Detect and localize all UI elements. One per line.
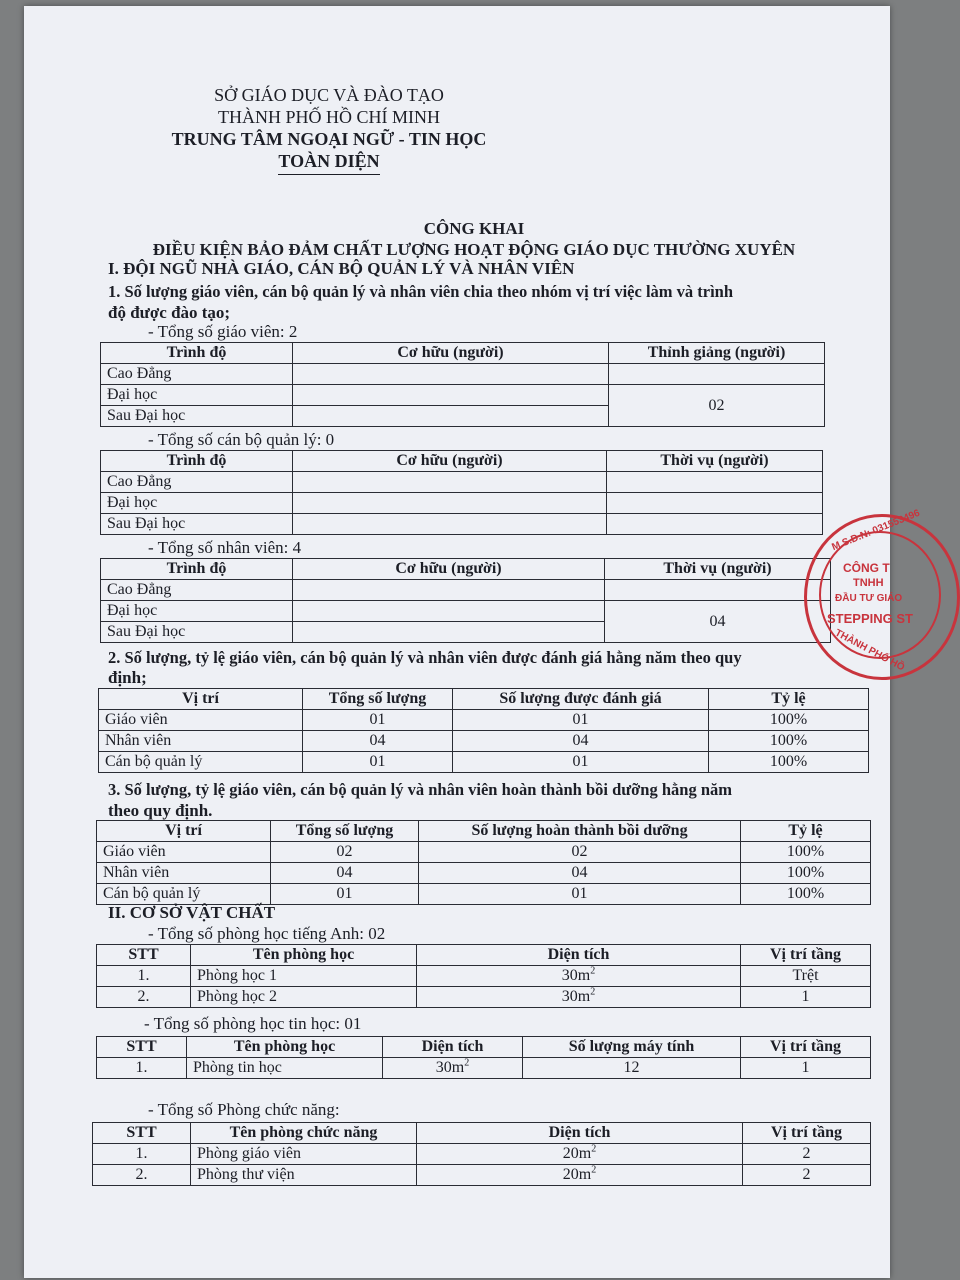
cell: 02: [271, 842, 419, 863]
table-header-row: [101, 343, 825, 364]
it-rooms-table: [96, 1036, 871, 1079]
cell: Phòng học 1: [191, 966, 417, 987]
table-row: [97, 863, 871, 884]
row-label: Sau Đại học: [101, 622, 293, 643]
cell: 2: [743, 1144, 871, 1165]
letterhead: [164, 84, 494, 175]
cell: 100%: [741, 842, 871, 863]
cell: 1: [741, 987, 871, 1008]
table-row: [99, 731, 869, 752]
teachers-total: - Tổng số giáo viên: 2: [148, 322, 298, 341]
area-cell: [417, 987, 741, 1008]
row-label: Sau Đại học: [101, 406, 293, 427]
visiting-count: 02: [609, 385, 825, 427]
area-unit-sup: 2: [464, 1057, 470, 1069]
seal-line-4: STEPPING ST: [827, 611, 913, 626]
table-header-row: [97, 821, 871, 842]
item2-line2: định;: [108, 668, 147, 687]
managers-table: [100, 450, 823, 535]
header-cell: Tổng số lượng: [271, 821, 419, 842]
cell: 1.: [93, 1144, 191, 1165]
title-line-2: ĐIỀU KIỆN BẢO ĐẢM CHẤT LƯỢNG HOẠT ĐỘNG GIÁO DỤC THƯỜNG XUYÊN: [152, 240, 796, 259]
area-cell: [417, 1144, 743, 1165]
header-cell: Thời vụ (người): [605, 559, 831, 580]
cell: 2.: [97, 987, 191, 1008]
cell: Cán bộ quản lý: [97, 884, 271, 905]
header-cell: Số lượng được đánh giá: [453, 689, 709, 710]
table-header-row: [97, 945, 871, 966]
city-name: THÀNH PHỐ HỒ CHÍ MINH: [218, 107, 440, 127]
center-name-2: TOÀN DIỆN: [278, 150, 379, 175]
header-cell: Số lượng máy tính: [523, 1037, 741, 1058]
cell: 04: [303, 731, 453, 752]
area-cell: [417, 1165, 743, 1186]
table-row: [99, 752, 869, 773]
seal-line-1: CÔNG T: [843, 561, 890, 575]
cell: Trệt: [741, 966, 871, 987]
document-title: [104, 218, 844, 260]
cell: 100%: [709, 752, 869, 773]
row-label: Đại học: [101, 493, 293, 514]
seal-line-3: ĐẦU TƯ GIÁO: [835, 593, 903, 604]
header-cell: Tên phòng học: [191, 945, 417, 966]
row-label: Đại học: [101, 601, 293, 622]
company-seal: [804, 507, 960, 680]
header-cell: STT: [97, 945, 191, 966]
table-row: [93, 1144, 871, 1165]
header-cell: STT: [97, 1037, 187, 1058]
cell: 1.: [97, 1058, 187, 1079]
header-cell: Tỷ lệ: [709, 689, 869, 710]
seasonal-count: 04: [605, 601, 831, 643]
document-page: [24, 6, 922, 1278]
header-cell: Vị trí: [99, 689, 303, 710]
area-value: 20m: [562, 1166, 592, 1183]
cell: Nhân viên: [97, 863, 271, 884]
row-label: Đại học: [101, 385, 293, 406]
table-row: [101, 385, 825, 406]
evaluation-table: [98, 688, 869, 773]
area-unit-sup: 2: [591, 1143, 597, 1155]
header-cell: STT: [93, 1123, 191, 1144]
seal-tax-code: M.S.D.N: 031553496: [830, 507, 922, 554]
header-cell: Cơ hữu (người): [293, 559, 605, 580]
cell: Nhân viên: [99, 731, 303, 752]
functional-rooms-total: - Tổng số Phòng chức năng:: [148, 1100, 340, 1119]
table-row: [97, 842, 871, 863]
row-label: Cao Đẳng: [101, 580, 293, 601]
header-cell: Tên phòng học: [187, 1037, 383, 1058]
table-row: [99, 710, 869, 731]
cell: 2: [743, 1165, 871, 1186]
cell: 01: [303, 752, 453, 773]
item1-line2: độ được đào tạo;: [108, 303, 231, 322]
item3-line2: theo quy định.: [108, 801, 213, 820]
cell: Phòng tin học: [187, 1058, 383, 1079]
area-cell: [417, 966, 741, 987]
table-row: [101, 493, 823, 514]
header-cell: Trình độ: [101, 559, 293, 580]
table-header-row: [101, 451, 823, 472]
header-cell: Tên phòng chức năng: [191, 1123, 417, 1144]
table-header-row: [97, 1037, 871, 1058]
cell: Phòng thư viện: [191, 1165, 417, 1186]
table-row: [97, 987, 871, 1008]
row-label: Cao Đẳng: [101, 364, 293, 385]
header-cell: Diện tích: [417, 945, 741, 966]
cell: 01: [303, 710, 453, 731]
header-cell: Cơ hữu (người): [293, 343, 609, 364]
header-cell: Số lượng hoàn thành bồi dưỡng: [419, 821, 741, 842]
table-row: [97, 966, 871, 987]
header-cell: Trình độ: [101, 343, 293, 364]
area-value: 30m: [435, 1059, 465, 1076]
header-cell: Tỷ lệ: [741, 821, 871, 842]
area-unit-sup: 2: [590, 965, 596, 977]
cell: 04: [453, 731, 709, 752]
item1-line1: 1. Số lượng giáo viên, cán bộ quản lý và nhân viên chia theo nhóm vị trí việc làm và trình: [108, 282, 734, 301]
it-rooms-total: - Tổng số phòng học tin học: 01: [144, 1014, 362, 1033]
cell: 100%: [709, 731, 869, 752]
seal-city: THÀNH PHỐ HỒ: [832, 627, 907, 674]
row-label: Sau Đại học: [101, 514, 293, 535]
area-value: 30m: [561, 967, 591, 984]
cell: 100%: [709, 710, 869, 731]
staff-total: - Tổng số nhân viên: 4: [148, 538, 302, 557]
header-cell: Diện tích: [417, 1123, 743, 1144]
training-table: [96, 820, 871, 905]
header-cell: Vị trí tầng: [741, 945, 871, 966]
center-name: TRUNG TÂM NGOẠI NGỮ - TIN HỌC: [171, 129, 487, 149]
table-row: [101, 472, 823, 493]
area-value: 30m: [561, 988, 591, 1005]
teachers-table: [100, 342, 825, 427]
cell: 1.: [97, 966, 191, 987]
header-cell: Cơ hữu (người): [293, 451, 607, 472]
table-header-row: [99, 689, 869, 710]
table-row: [93, 1165, 871, 1186]
cell: 01: [453, 710, 709, 731]
table-row: [101, 580, 831, 601]
header-cell: Vị trí tầng: [741, 1037, 871, 1058]
cell: Giáo viên: [99, 710, 303, 731]
header-cell: Vị trí tầng: [743, 1123, 871, 1144]
department-name: SỞ GIÁO DỤC VÀ ĐÀO TẠO: [214, 85, 444, 105]
area-unit-sup: 2: [591, 1164, 597, 1176]
table-header-row: [101, 559, 831, 580]
item3-line1: 3. Số lượng, tỷ lệ giáo viên, cán bộ quản lý và nhân viên hoàn thành bồi dưỡng hằng năm: [108, 780, 733, 799]
cell: Cán bộ quản lý: [99, 752, 303, 773]
cell: Phòng học 2: [191, 987, 417, 1008]
title-line-1: CÔNG KHAI: [423, 219, 525, 238]
table-row: [97, 884, 871, 905]
cell: 02: [419, 842, 741, 863]
table-row: [97, 1058, 871, 1079]
cell: 01: [271, 884, 419, 905]
functional-rooms-table: [92, 1122, 871, 1186]
cell: 12: [523, 1058, 741, 1079]
section1-heading: I. ĐỘI NGŨ NHÀ GIÁO, CÁN BỘ QUẢN LÝ VÀ NHÂN VIÊN: [108, 259, 575, 278]
header-cell: Thời vụ (người): [607, 451, 823, 472]
header-cell: Diện tích: [383, 1037, 523, 1058]
cell: 100%: [741, 863, 871, 884]
area-value: 20m: [562, 1145, 592, 1162]
cell: Giáo viên: [97, 842, 271, 863]
item2-line1: 2. Số lượng, tỷ lệ giáo viên, cán bộ quản lý và nhân viên được đánh giá hằng năm theo quy: [108, 648, 742, 667]
cell: 100%: [741, 884, 871, 905]
table-row: [101, 364, 825, 385]
table-row: [101, 514, 823, 535]
seal-line-2: TNHH: [853, 577, 884, 589]
header-cell: Tổng số lượng: [303, 689, 453, 710]
header-cell: Thỉnh giảng (người): [609, 343, 825, 364]
staff-table: [100, 558, 831, 643]
section2-heading: II. CƠ SỞ VẬT CHẤT: [108, 903, 276, 922]
area-cell: [383, 1058, 523, 1079]
table-row: [101, 601, 831, 622]
header-cell: Vị trí: [97, 821, 271, 842]
table-header-row: [93, 1123, 871, 1144]
cell: 2.: [93, 1165, 191, 1186]
english-rooms-total: - Tổng số phòng học tiếng Anh: 02: [148, 924, 386, 943]
cell: 01: [419, 884, 741, 905]
header-cell: Trình độ: [101, 451, 293, 472]
managers-total: - Tổng số cán bộ quản lý: 0: [148, 430, 335, 449]
cell: 04: [419, 863, 741, 884]
cell: 1: [741, 1058, 871, 1079]
cell: 04: [271, 863, 419, 884]
row-label: Cao Đẳng: [101, 472, 293, 493]
cell: Phòng giáo viên: [191, 1144, 417, 1165]
area-unit-sup: 2: [590, 986, 596, 998]
english-rooms-table: [96, 944, 871, 1008]
cell: 01: [453, 752, 709, 773]
